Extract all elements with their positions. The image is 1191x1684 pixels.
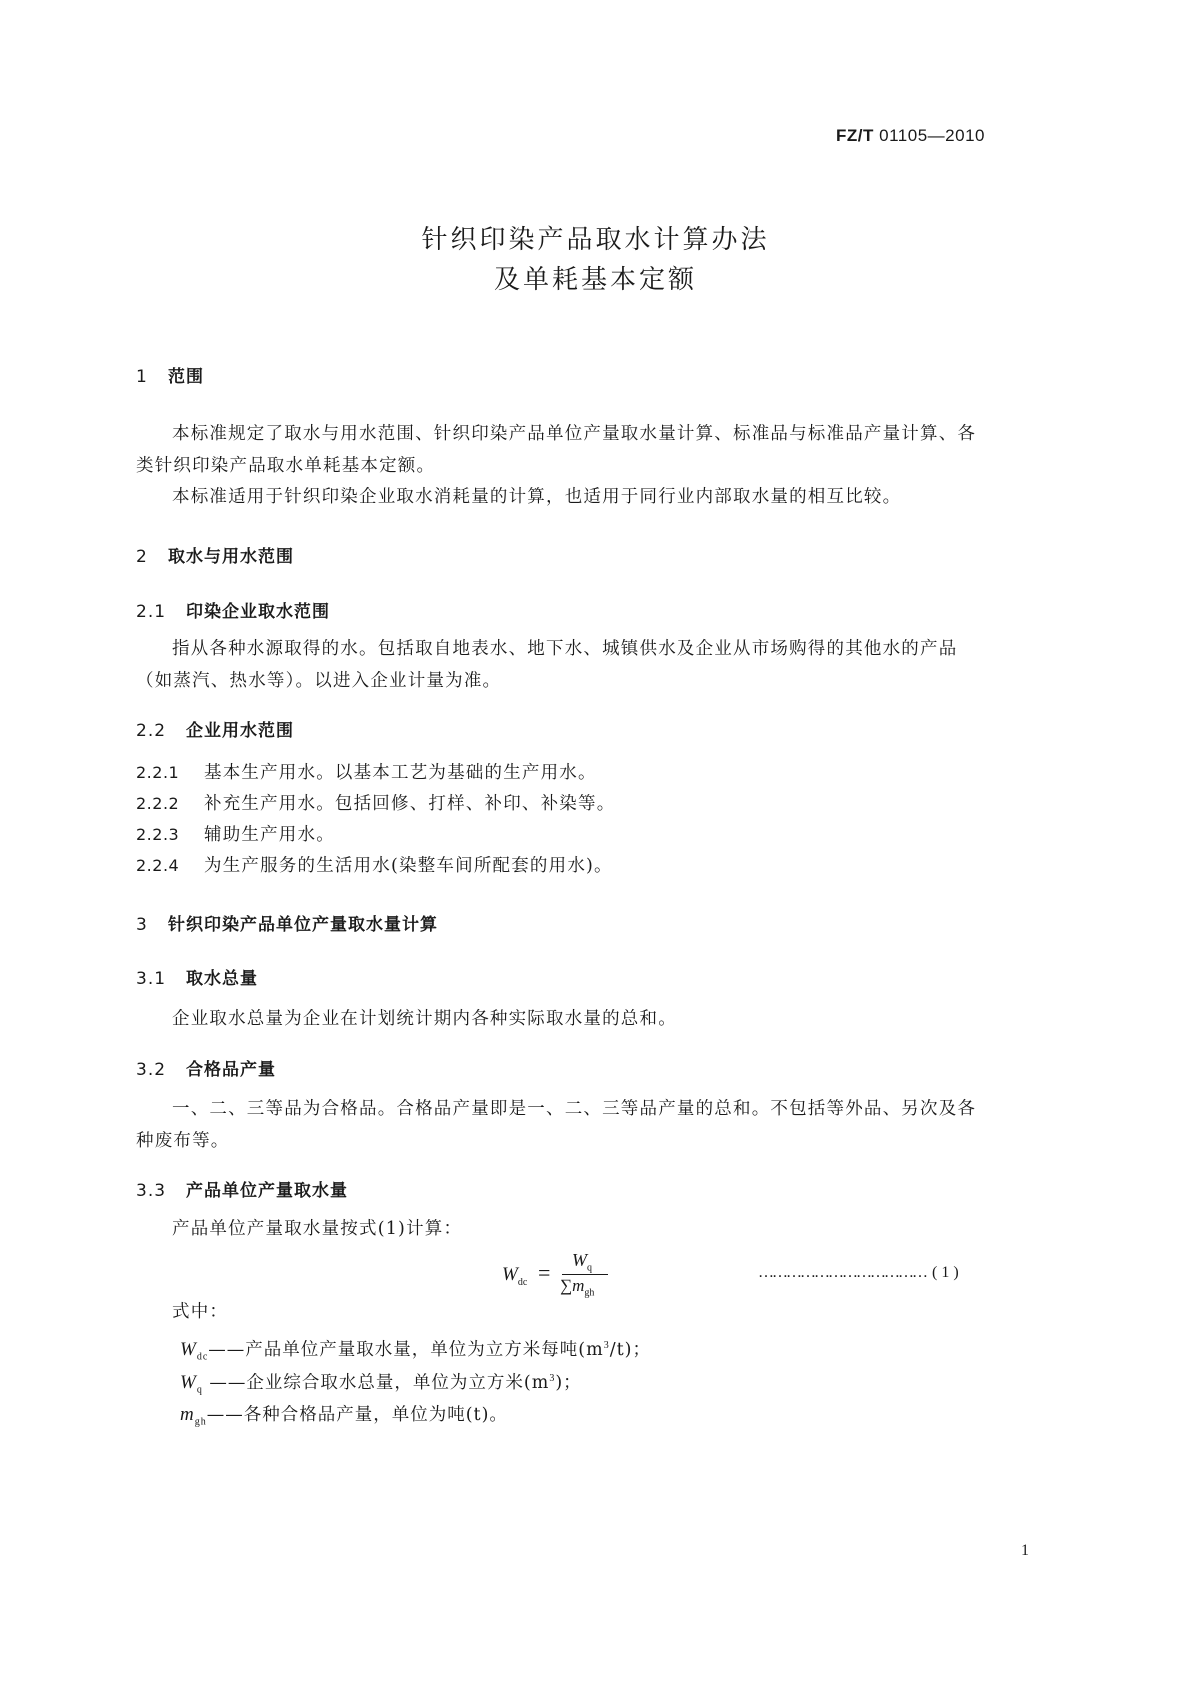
section-number: 2.2: [136, 721, 167, 741]
section-number: 1: [136, 367, 148, 387]
section-number: 2.1: [136, 602, 167, 622]
section-3-1-paragraph: 企业取水总量为企业在计划统计期内各种实际取水量的总和。: [172, 1009, 677, 1029]
item-number: 2.2.2: [136, 794, 180, 813]
standard-prefix: FZ/T: [836, 126, 874, 145]
list-item: [136, 790, 615, 815]
section-2-1-heading: [136, 597, 330, 622]
item-number: 2.2.4: [136, 856, 180, 875]
formula-numerator: $W_q$: [572, 1250, 592, 1274]
item-text: 为生产服务的生活用水(染整车间所配套的用水)。: [204, 856, 613, 876]
formula-dots: ………………………………: [758, 1264, 926, 1281]
section-title: 取水总量: [186, 969, 258, 989]
section-number: 3.1: [136, 969, 167, 989]
section-1-heading: [136, 362, 204, 387]
section-number: 3.2: [136, 1060, 167, 1080]
item-number: 2.2.3: [136, 825, 180, 844]
standard-code: 01105—2010: [879, 126, 985, 145]
formula-leader: [758, 1264, 959, 1282]
section-3-3-heading: [136, 1176, 348, 1201]
variable-symbol: W: [180, 1372, 197, 1393]
formula-lhs: $W_{dc}$: [502, 1264, 528, 1288]
list-item: [136, 821, 335, 846]
item-text: 基本生产用水。以基本工艺为基础的生产用水。: [204, 763, 597, 783]
section-number: 3.3: [136, 1181, 167, 1201]
variable-definition: $m_{gh}——$各种合格品产量，单位为吨(t)。: [180, 1404, 508, 1428]
variable-definition: $W_{dc}——$产品单位产量取水量，单位为立方米每吨$(m^3/t)$；: [180, 1339, 651, 1363]
section-1-paragraph-1: 本标准规定了取水与用水范围、针织印染产品单位产量取水量计算、标准品与标准品产量计算、各类针织印染产品取水单耗基本定额。: [136, 424, 977, 476]
section-title: 印染企业取水范围: [186, 602, 330, 622]
formula-equals: =: [538, 1260, 551, 1285]
section-2-heading: [136, 542, 294, 567]
item-number: 2.2.1: [136, 763, 180, 782]
item-text: 补充生产用水。包括回修、打样、补印、补染等。: [204, 794, 616, 814]
variable-definition: $W_q$ ——企业综合取水总量，单位为立方米$(m^3)$；: [180, 1372, 582, 1396]
section-3-2-heading: [136, 1055, 276, 1080]
section-number: 2: [136, 547, 148, 567]
section-title: 产品单位产量取水量: [186, 1181, 348, 1201]
list-item: [136, 759, 597, 784]
section-3-2-paragraph: 一、二、三等品为合格品。合格品产量即是一、二、三等品产量的总和。不包括等外品、另次及各种废布等。: [136, 1099, 977, 1151]
document-title-line1: 针织印染产品取水计算办法: [421, 225, 770, 255]
variable-symbol: W: [180, 1339, 197, 1360]
where-intro: 式中：: [172, 1302, 229, 1322]
fraction-bar: [562, 1274, 608, 1275]
page-number: 1: [1021, 1542, 1029, 1559]
section-title: 企业用水范围: [186, 721, 294, 741]
section-3-1-heading: [136, 964, 258, 989]
formula-1: [502, 1250, 660, 1310]
standard-number: [836, 126, 985, 146]
item-text: 辅助生产用水。: [204, 825, 335, 845]
section-2-1-paragraph: 指从各种水源取得的水。包括取自地表水、地下水、城镇供水及企业从市场购得的其他水的产品（如蒸汽、热水等）。以进入企业计量为准。: [136, 639, 958, 691]
variable-symbol: m: [180, 1404, 195, 1425]
section-title: 取水与用水范围: [168, 547, 294, 567]
section-3-heading: [136, 910, 438, 935]
section-title: 针织印染产品单位产量取水量计算: [168, 915, 438, 935]
document-title-line2: 及单耗基本定额: [493, 265, 697, 295]
section-title: 范围: [168, 367, 204, 387]
section-2-2-heading: [136, 716, 294, 741]
formula-denominator: $\sum m_{gh}$: [560, 1276, 595, 1299]
formula-label: ( 1 ): [932, 1264, 959, 1281]
section-number: 3: [136, 915, 148, 935]
section-3-3-paragraph: 产品单位产量取水量按式(1)计算：: [172, 1219, 463, 1239]
section-title: 合格品产量: [186, 1060, 276, 1080]
list-item: [136, 852, 613, 877]
section-1-paragraph-2: 本标准适用于针织印染企业取水消耗量的计算，也适用于同行业内部取水量的相互比较。: [172, 487, 902, 507]
